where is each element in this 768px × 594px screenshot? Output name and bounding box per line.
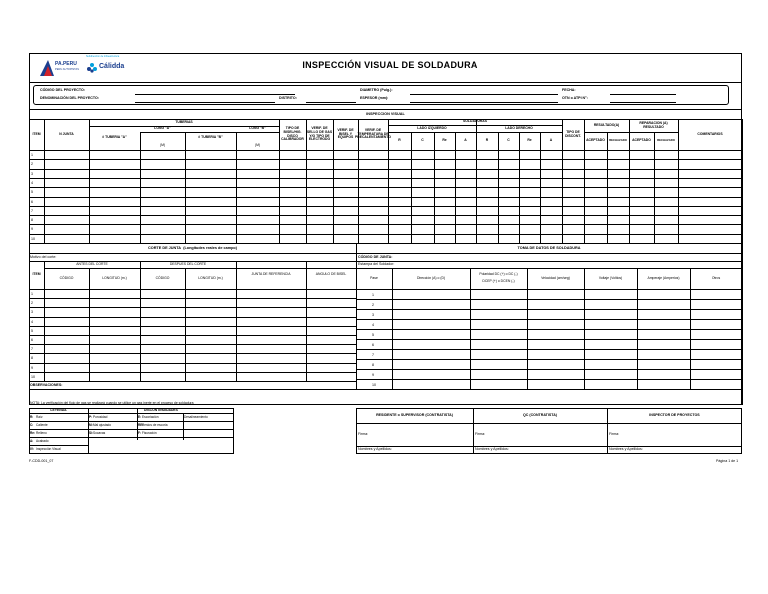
nota-text: NOTA: La verificación del flujo de gas se realizará cuando se utilice un gas inerte en el proceso de soldadura <box>30 401 194 405</box>
col-soldaduras: SOLDADURAS <box>463 119 487 124</box>
leyenda-entry: Desalineamiento <box>184 414 208 419</box>
datos-row-line <box>356 319 742 320</box>
inspeccion-row-number: 8 <box>31 218 33 223</box>
codigo-label: CÓDIGO DEL PROYECTO: <box>40 88 85 92</box>
leyenda-entry: M: <box>89 422 93 427</box>
inspeccion-title: INSPECCION VISUAL <box>366 111 405 116</box>
distrito-label: DISTRITO: <box>279 96 297 100</box>
datos-col-direccion: Dirección (A) o (D) <box>416 275 446 280</box>
disc-title: DISCONTINUIDADES <box>144 407 178 412</box>
polaridad-text: Polaridad DC (+) o DC (-) <box>479 272 518 277</box>
nombres-qc-label: Nombres y Apellidos: <box>475 447 509 451</box>
datos-row-line <box>356 349 742 350</box>
col-rechazado: RECHAZADO <box>609 138 627 143</box>
leyenda-row-line <box>29 453 88 454</box>
fecha-label: FECHA: <box>562 88 576 92</box>
col-long-a: LONG "A" <box>154 126 171 131</box>
datos-row-line <box>356 329 742 330</box>
logo-calidda-text: Cálidda <box>99 63 125 70</box>
corte-row-number: 6 <box>31 338 33 342</box>
corte-row-number: 3 <box>31 310 33 315</box>
corte-row-line <box>29 344 356 345</box>
corte-row-number: 2 <box>31 301 33 306</box>
logo-pa-peru <box>38 58 82 78</box>
firma-inspector-label: Firma: <box>609 432 620 436</box>
datos-row-number: 6 <box>372 342 374 347</box>
col-re1: Re <box>442 138 447 143</box>
col-c1: C <box>421 138 424 143</box>
leyenda-entry: RE: <box>138 422 144 427</box>
corte-row-line <box>29 307 356 308</box>
corte-row-number: 4 <box>31 319 33 324</box>
diametro-label: DIAMETRO (Pulg.): <box>360 88 393 92</box>
leyenda-entry: Acabado <box>36 438 49 443</box>
inspeccion-row-line <box>29 187 742 188</box>
corte-row-number: 10 <box>31 374 35 379</box>
datos-row-number: 8 <box>372 362 374 367</box>
firma-qc-label: Firma: <box>475 432 486 436</box>
col-lado-izquierdo: LADO IZQUIERDO <box>417 125 447 130</box>
leyenda-entry: E: <box>138 414 142 419</box>
footer-page: Página 1 de 1 <box>716 459 739 463</box>
firma-residente-label: Firma: <box>358 432 369 436</box>
leyenda-entry: Restos de escoria <box>142 422 168 427</box>
datos-row-line <box>356 379 742 380</box>
inspeccion-row-number: 7 <box>31 208 33 213</box>
flower-icon <box>86 62 98 74</box>
leyenda-entry: R: <box>30 414 34 419</box>
datos-row-number: 2 <box>372 302 374 307</box>
denominacion-label: DENOMINACIÓN DEL PROYECTO: <box>40 96 99 100</box>
corte-row-line <box>29 372 356 373</box>
corte-col-longitud: LONGITUD (m.) <box>102 275 127 280</box>
col-junta: N JUNTA <box>59 131 74 136</box>
leyenda-entry: Escoriación <box>142 414 159 419</box>
col-tuberias: TUBERIAS <box>175 119 193 124</box>
corte-col-codigo-2: CÓDIGO <box>155 275 170 280</box>
polaridad-text-2: DCEP (+) o DCEN (-) <box>482 279 515 283</box>
corte-col-item: ITEM <box>32 272 41 277</box>
col-m-a: (M) <box>159 142 166 147</box>
leyenda-title: LEYENDA <box>50 407 67 412</box>
inspeccion-row-number: 1 <box>31 153 33 157</box>
corte-col-codigo: CÓDIGO <box>59 275 74 280</box>
col-lado-derecho: LADO DERECHO <box>505 125 533 130</box>
col-verif-temp: VERIF. DE TEMPERATURA DE PRECALENTAMIENTO <box>354 127 392 140</box>
datos-col-pase: Pase <box>370 275 378 280</box>
col-tuberia-b: # TUBERIA "B" <box>198 135 223 140</box>
inspeccion-row-number: 3 <box>31 171 33 176</box>
leyenda-entry: Re: <box>30 430 36 435</box>
col-aceptado: ACEPTADO <box>586 138 605 143</box>
nombres-inspector-label: Nombres y Apellidos: <box>609 447 643 451</box>
espesor-label: ESPESOR (mm): <box>360 96 389 100</box>
logo-pa-text: PA.PERU <box>55 61 77 67</box>
datos-col-amperaje: Amperaje (Amperios) <box>647 275 680 280</box>
inspeccion-row-number: 5 <box>31 190 33 195</box>
col-aceptado-2: ACEPTADO <box>632 138 651 143</box>
col-resultado: RESULTADO(A) <box>593 122 620 127</box>
leyenda-row-line <box>29 437 234 438</box>
leyenda-entry: IV: <box>30 446 34 451</box>
datos-row-line <box>356 309 742 310</box>
logo-pa-subtext: PERU AUTOPISTAS <box>55 68 79 71</box>
col-r2: R <box>485 138 489 143</box>
corte-row-line <box>29 326 356 327</box>
corte-title <box>29 243 356 253</box>
inspeccion-row-number: 2 <box>31 162 33 167</box>
corte-title-text: CORTE DE JUNTA <box>148 245 182 250</box>
observaciones-label: OBSERVACIONES: <box>30 383 63 387</box>
corte-row-line <box>29 381 356 382</box>
col-reparacion: REPARACION (A) RESULTADO <box>639 120 668 129</box>
col-tipo-bisel: TIPO DE BISEL/HIG. DISCO CALIBRADOR <box>281 125 304 142</box>
datos-col-polaridad <box>470 268 527 289</box>
datos-row-number: 9 <box>372 372 374 377</box>
leyenda-entry: Socavas <box>93 430 106 435</box>
logo-calidda-small: Subdirección de Infraestructura <box>86 55 120 58</box>
footer-code: F-CDD-001_07 <box>29 459 54 463</box>
form-frame <box>29 53 742 405</box>
inspeccion-row-line <box>29 224 742 225</box>
corte-col-angulo: ANGULO DE BISEL <box>315 272 347 277</box>
datos-row-number: 5 <box>372 332 374 337</box>
col-long-b: LONG "B" <box>249 126 266 131</box>
corte-row-number: 7 <box>31 347 33 352</box>
inspeccion-row-line <box>29 169 742 170</box>
col-a1: A <box>464 138 467 143</box>
col-tipo-discont: TIPO DE DISCONT. <box>565 129 581 138</box>
firma-residente-title: RESIDENTE o SUPERVISOR (CONTRATISTA) <box>376 413 453 418</box>
leyenda-entry: Mal ajustado <box>93 422 112 427</box>
col-r1: R <box>398 138 401 143</box>
inspeccion-row-number: 9 <box>31 227 33 232</box>
inspeccion-row-line <box>29 159 742 160</box>
leyenda-entry: Fisuración <box>142 430 157 435</box>
codigo-junta-label: CÓDIGO DE JUNTA: <box>358 255 393 259</box>
datos-row-number: 10 <box>372 382 376 387</box>
leyenda-row-line <box>29 421 234 422</box>
corte-row-number: 9 <box>31 365 33 370</box>
datos-row-number: 4 <box>372 322 374 327</box>
corte-row-number: 5 <box>31 328 33 333</box>
datos-row-line <box>356 339 742 340</box>
col-comentarios: COMENTARIOS <box>697 131 723 136</box>
datos-row-line <box>356 359 742 360</box>
corte-row-line <box>29 298 356 299</box>
leyenda-row-line <box>29 445 88 446</box>
leyenda-row-line <box>29 429 234 430</box>
inspeccion-row-line <box>29 178 742 179</box>
col-m-b: (M) <box>254 142 261 147</box>
inspeccion-row-line <box>29 197 742 198</box>
nombres-residente-label: Nombres y Apellidos: <box>358 447 392 451</box>
datos-row-line <box>356 299 742 300</box>
otn-label: OTN o ATPI N°: <box>562 96 588 100</box>
logo-calidda <box>86 56 130 78</box>
leyenda-entry: Porosidad <box>93 414 108 419</box>
leyenda-entry: Si: <box>89 430 94 435</box>
col-item: ITEM <box>32 131 41 136</box>
page-title: INSPECCIÓN VISUAL DE SOLDADURA <box>302 60 478 70</box>
col-c2: C <box>507 138 510 143</box>
inspeccion-row-number: 10 <box>31 236 35 241</box>
firma-qc-title: QC (CONTRATISTA) <box>522 413 557 418</box>
col-rechazado-2: RECHAZADO <box>657 138 675 143</box>
firma-inspector-title: INSPECTOR DE PROYECTOS <box>649 413 700 418</box>
inspeccion-row-line <box>29 215 742 216</box>
col-a2: A <box>549 138 553 143</box>
inspeccion-row-number: 6 <box>31 199 33 204</box>
inspeccion-row-number: 4 <box>31 180 33 185</box>
datos-col-voltaje: Voltaje (Voltios) <box>598 275 623 280</box>
datos-col-velocidad: Velocidad (cm/seg) <box>541 275 570 280</box>
leyenda-entry: C: <box>30 422 34 427</box>
leyenda-entry: P: <box>89 414 93 419</box>
col-tuberia-a: # TUBERIA "A" <box>102 135 127 140</box>
corte-col-longitud-2: LONGITUD (m.) <box>198 275 223 280</box>
datos-row-line <box>356 369 742 370</box>
leyenda-entry: A: <box>30 438 34 443</box>
datos-col-otros: Otros <box>711 275 721 280</box>
leyenda-entry: Relleno <box>36 430 47 435</box>
estampa-label: Estampa del Soldador: <box>358 262 395 266</box>
inspeccion-row-line <box>29 234 742 235</box>
corte-row-number: 8 <box>31 356 33 361</box>
col-verif-sello: VERIF. DE SELLO DE GAS Y/O TIPO DE ELECTRODO <box>306 125 333 142</box>
corte-row-line <box>29 353 356 354</box>
datos-title: TOMA DE DATOS DE SOLDADURA <box>517 245 581 250</box>
datos-row-number: 1 <box>372 292 374 297</box>
corte-row-line <box>29 317 356 318</box>
leyenda-entry: F: <box>138 430 142 435</box>
inspeccion-row-line <box>29 206 742 207</box>
corte-subtitle: (Longitudes reales de campo) <box>183 245 237 250</box>
datos-row-number: 7 <box>372 352 374 357</box>
leyenda-entry: Inspección Visual <box>36 446 61 451</box>
corte-row-number: 1 <box>31 292 33 296</box>
col-re2: Re <box>527 138 532 143</box>
datos-row-number: 3 <box>372 312 374 317</box>
leyenda-entry: Raíz <box>36 414 43 419</box>
col-verif-biseles: VERIF. DE BISEL Y EQUIPOS <box>337 127 354 140</box>
corte-row-line <box>29 363 356 364</box>
corte-row-line <box>29 335 356 336</box>
corte-col-despues: DESPUES DEL CORTE <box>169 261 207 266</box>
motivo-label: Motivo del corte: <box>30 255 57 259</box>
corte-col-antes: ANTES DEL CORTE <box>76 261 108 266</box>
leyenda-entry: Caliente <box>36 422 48 427</box>
corte-col-junta-ref: JUNTA DE REFERENCIA <box>251 272 291 277</box>
